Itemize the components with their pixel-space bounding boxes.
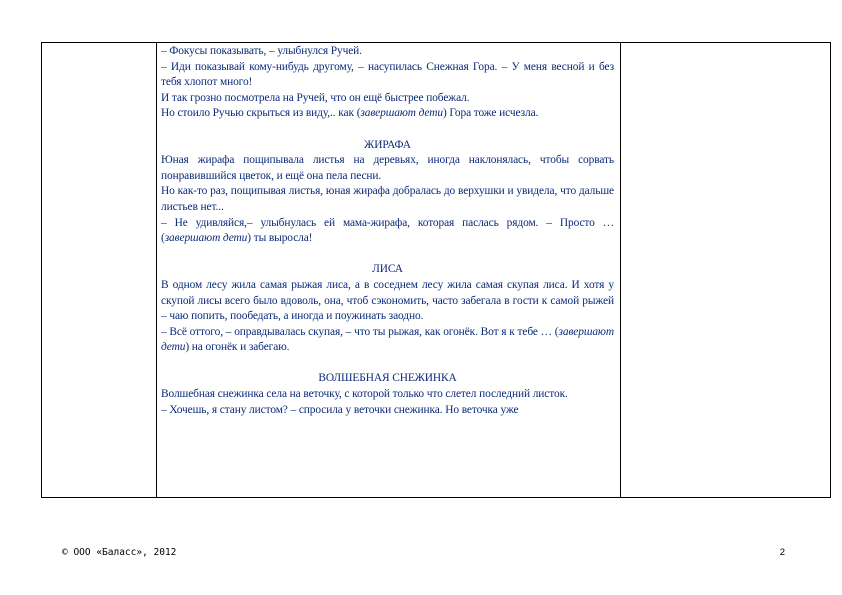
paragraph [161, 184, 614, 215]
paragraph [161, 216, 614, 247]
hint-text: завершают дети [360, 107, 443, 120]
paragraph [161, 153, 614, 184]
text-run: Волшебная снежинка села на веточку, с которой только что слетел последний листок. [161, 388, 568, 401]
text-run: И так грозно посмотрела на Ручей, что он ещё быстрее побежал. [161, 91, 470, 104]
text-run: – Иди показывай кому-нибудь другому, – насупилась Снежная Гора. – У меня весной и без тебя хлопот много! [161, 60, 614, 89]
text-run: Но как-то раз, пощипывая листья, юная жирафа добралась до верхушки и увидела, что дальше листьев нет... [161, 185, 614, 213]
footer-copyright: © ООО «Баласс», 2012 [62, 547, 177, 558]
paragraph [161, 387, 614, 403]
hint-text: завершают дети [164, 232, 248, 245]
paragraph [161, 403, 614, 419]
text-run: Но стоило Ручью скрыться из виду,.. как ( [161, 107, 361, 120]
story-title-snowflake: ВОЛШЕБНАЯ СНЕЖИНКА [318, 372, 457, 385]
text-run: – Всё оттого, – оправдывалась скупая, – что ты рыжая, как огонёк. Вот я к тебе … ( [161, 325, 559, 338]
text-run: ) на огонёк и забегаю. [185, 341, 290, 354]
table-column-divider [620, 43, 621, 497]
paragraph [161, 91, 614, 107]
story-title-fox: ЛИСА [372, 263, 403, 276]
text-run: В одном лесу жила самая рыжая лиса, а в соседнем лесу жила самая скупая лиса. И хотя у скупой лисы всего было вдоволь, она, чтоб сэкономить, часто забегала в гости к самой рыжей – чаю попить, пообедать, а иногда и поужинать заодно. [161, 278, 614, 323]
paragraph [161, 44, 614, 60]
content-table [41, 42, 831, 498]
text-run: Юная жирафа пощипывала листья на деревьях, иногда наклонялась, чтобы сорвать понравившийся цветок, и ещё она пела песни. [161, 154, 614, 182]
paragraph [161, 106, 614, 122]
hint-text: завершают дети [161, 325, 614, 354]
story-title-giraffe: ЖИРАФА [364, 138, 411, 151]
page-number: 2 [779, 547, 785, 558]
paragraph [161, 278, 614, 325]
text-run: ) ты выросла! [247, 232, 313, 245]
text-run: – Фокусы показывать, – улыбнулся Ручей. [161, 45, 362, 57]
table-column-divider [156, 43, 157, 497]
paragraph [161, 60, 614, 91]
story-text-column [161, 44, 614, 496]
text-run: ) Гора тоже исчезла. [442, 107, 539, 120]
text-run: – Не удивляйся,– улыбнулась ей мама-жирафа, которая паслась рядом. – Просто … ( [161, 216, 614, 245]
text-run: – Хочешь, я стану листом? – спросила у веточки снежинка. Но веточка уже [161, 403, 519, 416]
paragraph [161, 325, 614, 356]
